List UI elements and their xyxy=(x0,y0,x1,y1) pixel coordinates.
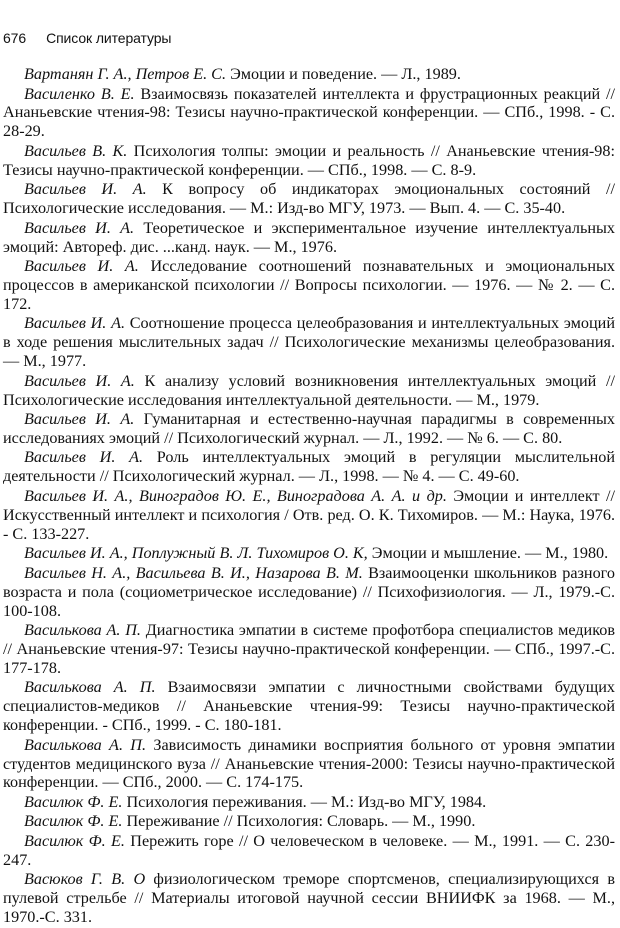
reference-text: К вопросу об индикаторах эмоциональных состояний // Психологические исследования. — М.: Изд-во МГУ, 1973. — Вып. 4. — С. 35-40. xyxy=(3,180,615,218)
reference-authors: Васильев И. А., Поплужный В. Л. Тихомиров О. К, xyxy=(24,544,368,563)
reference-entry xyxy=(3,832,615,870)
reference-entry xyxy=(3,678,615,735)
reference-authors: Васильев И. А. xyxy=(24,257,139,276)
reference-entry xyxy=(3,793,615,812)
reference-text: Психология толпы: эмоции и реальность // Ананьевские чтения-98: Тезисы научно-практической конференции. — СПб., 1998. — С. 8-9. xyxy=(3,141,615,179)
running-header xyxy=(3,30,171,46)
reference-entry xyxy=(3,65,615,84)
reference-entry xyxy=(3,180,615,218)
reference-text: физиологическом треморе спортсменов, специализирующихся в пулевой стрельбе // Материалы итоговой научной сессии ВНИИФК за 1968. — М., 1970.-С. 331. xyxy=(3,870,615,927)
reference-text: К анализу условий возникновения интеллектуальных эмоций // Психологические исследования интеллектуальной деятельности. — М., 1979. xyxy=(3,371,615,409)
reference-authors: Васильев В. К. xyxy=(24,141,128,160)
reference-text: Психология переживания. — М.: Изд-во МГУ, 1984. xyxy=(122,792,487,811)
running-title: Список литературы xyxy=(46,30,172,46)
reference-entry xyxy=(3,448,615,486)
reference-authors: Василькова А. П. xyxy=(24,735,147,754)
reference-authors: Василькова А. П. xyxy=(24,678,156,697)
reference-entry xyxy=(3,314,615,371)
reference-text: Переживание // Психология: Словарь. — М., 1990. xyxy=(122,812,476,831)
reference-authors: Василюк Ф. Е. xyxy=(24,831,125,850)
reference-entry xyxy=(3,372,615,410)
reference-text: Исследование соотношений познавательных и эмоциональных процессов в американской психологии // Вопросы психологии. — 1976. — № 2. — С. 172. xyxy=(3,257,615,313)
reference-authors: Василюк Ф. Е. xyxy=(24,792,123,811)
reference-text: Взаимосвязи эмпатии с личностными свойствами будущих специалистов-медиков // Ананьевские чтения-99: Тезисы научно-практической конференции. - СПб., 1999. - С. 180-181. xyxy=(3,678,615,735)
reference-text: Пережить горе // О человеческом в человеке. — М., 1991. — С. 230-247. xyxy=(3,831,615,869)
reference-entry xyxy=(3,487,615,544)
reference-authors: Васильев И. А., Виноградов Ю. Е., Виноградова А. А. и др. xyxy=(24,486,447,505)
reference-text: Взаимосвязь показателей интеллекта и фрустрационных реакций // Ананьевские чтения-98: Тезисы научно-практической конференции. — СПб., 1998. - С. 28-29. xyxy=(3,84,616,141)
reference-entry xyxy=(3,142,615,180)
reference-authors: Васильев И. А. xyxy=(24,218,135,237)
reference-text: Диагностика эмпатии в системе профотбора специалистов медиков // Ананьевские чтения-97: Тезисы научно-практической конференции. — СПб., 1997.-С. 177-178. xyxy=(3,621,615,677)
reference-entry xyxy=(3,621,615,678)
reference-authors: Васильев Н. А., Васильева В. И., Назарова В. М. xyxy=(24,563,363,582)
reference-text: Эмоции и мышление. — М., 1980. xyxy=(367,544,609,563)
reference-text: Эмоции и поведение. — Л., 1989. xyxy=(226,65,461,83)
reference-authors: Василенко В. Е. xyxy=(24,84,135,103)
reference-authors: Васильев И. А. xyxy=(24,314,126,333)
reference-text: Эмоции и интеллект // Искусственный интеллект и психология / Отв. ред. О. К. Тихомиров. — М.: Наука, 1976. - С. 133-227. xyxy=(3,486,615,543)
reference-text: Гуманитарная и естественно-научная парадигмы в современных исследованиях эмоций // Психологический журнал. — Л., 1992. — № 6. — С. 80. xyxy=(3,410,615,447)
reference-entry xyxy=(3,564,615,621)
reference-entry xyxy=(3,870,615,927)
reference-text: Соотношение процесса целеобразования и интеллектуальных эмоций в ходе решения мыслительных задач // Психологические механизмы целеобразования. — М., 1977. xyxy=(3,314,615,371)
reference-text: Взаимооценки школьников разного возраста и пола (социометрическое исследование) // Психофизиология. — Л., 1979.-С. 100-108. xyxy=(3,563,615,620)
reference-entry xyxy=(3,736,615,793)
reference-entry xyxy=(3,257,615,314)
reference-authors: Васильев И. А. xyxy=(24,180,147,199)
reference-list xyxy=(3,65,615,928)
reference-entry xyxy=(3,544,615,563)
reference-authors: Васильев И. А. xyxy=(24,410,135,429)
reference-text: Зависимость динамики восприятия больного от уровня эмпатии студентов медицинского вуза // Ананьевские чтения-2000: Тезисы научно-практической конференции. — СПб., 2000. — С. 174-175. xyxy=(3,735,615,792)
reference-authors: Васюков Г. В. О xyxy=(24,870,146,889)
reference-authors: Вартанян Г. А., Петров Е. С. xyxy=(24,65,227,83)
reference-authors: Василькова А. П. xyxy=(24,621,141,639)
reference-entry xyxy=(3,85,615,142)
reference-authors: Васильев И. А. xyxy=(24,371,135,390)
reference-authors: Васильев И. А. xyxy=(24,448,144,467)
reference-entry xyxy=(3,410,615,448)
reference-entry xyxy=(3,812,615,831)
reference-entry xyxy=(3,219,615,257)
reference-text: Роль интеллектуальных эмоций в регуляции мыслительной деятельности // Психологический журнал. — Л., 1998. — № 4. — С. 49-60. xyxy=(3,448,615,486)
page-number: 676 xyxy=(3,30,27,46)
reference-authors: Василюк Ф. Е. xyxy=(24,812,123,831)
reference-text: Теоретическое и экспериментальное изучение интеллектуальных эмоций: Автореф. дис. ...канд. наук. — М., 1976. xyxy=(3,218,615,256)
